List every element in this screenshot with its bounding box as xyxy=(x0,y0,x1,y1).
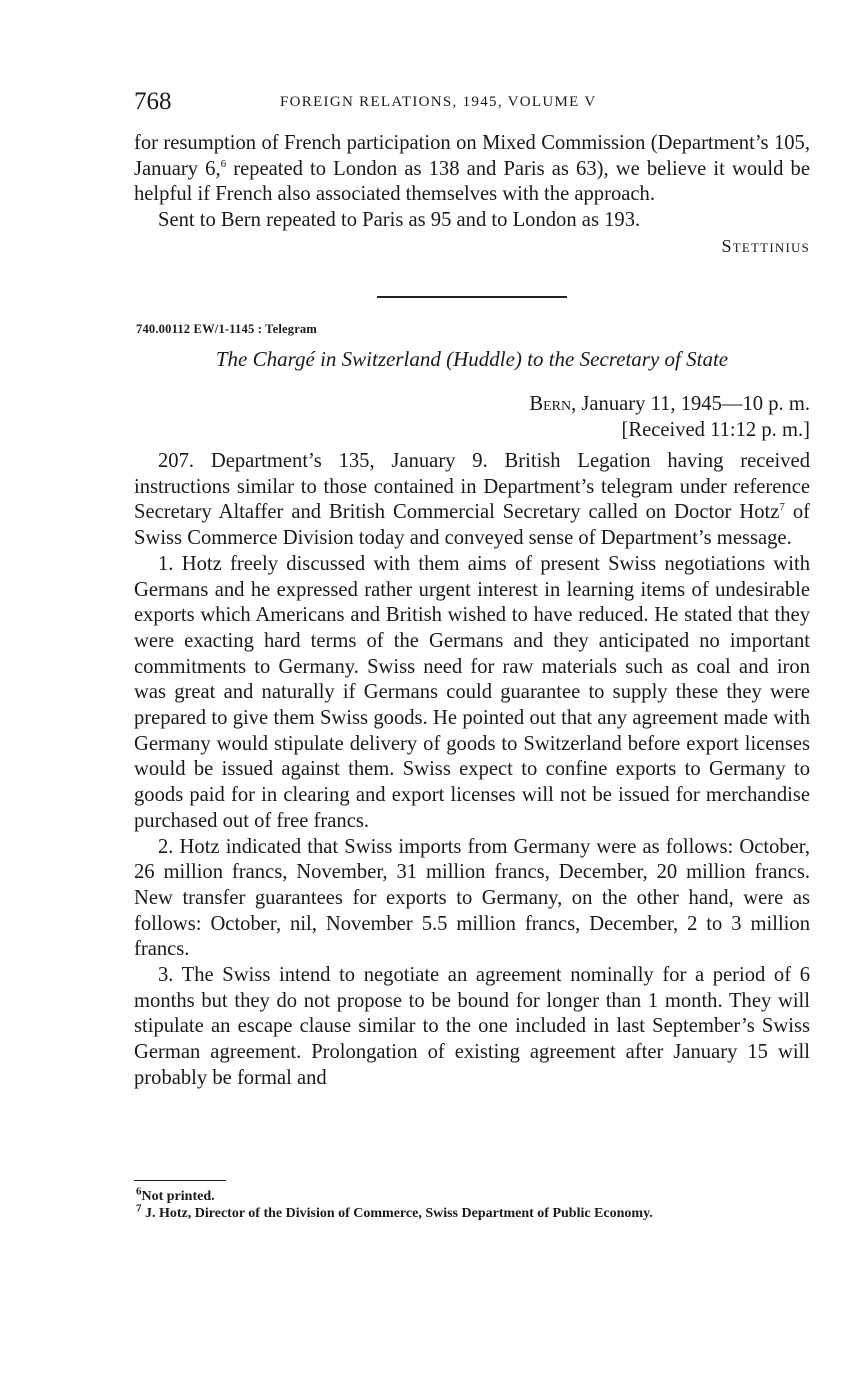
footnote-divider xyxy=(134,1180,226,1181)
running-head: FOREIGN RELATIONS, 1945, VOLUME V xyxy=(280,94,597,110)
footnote-number: 6 xyxy=(136,1185,142,1198)
footnote-marker: 6 xyxy=(220,157,227,170)
sent-line xyxy=(529,392,810,418)
paragraph-3: 3. The Swiss intend to negotiate an agreement nominally for a period of 6 months but they do not propose to be bound for longer than 1 month. They will stipulate an escape clause similar to the one included in last September’s Swiss German agreement. Prolongation of existing agreement after January 15 will probably be formal and xyxy=(134,964,810,1089)
continued-text xyxy=(134,131,810,258)
sent-to-paragraph: Sent to Bern repeated to Paris as 95 and to London as 193. xyxy=(158,209,641,232)
footnote-text: Not printed. xyxy=(141,1189,215,1204)
telegram-body xyxy=(134,449,810,1092)
file-reference: 740.00112 EW/1-1145 : Telegram xyxy=(136,322,317,336)
footnote-marker: 7 xyxy=(779,501,785,514)
footnote-text: J. Hotz, Director of the Division of Commerce, Swiss Department of Public Economy. xyxy=(145,1206,653,1221)
section-divider xyxy=(377,296,567,298)
footnote-6 xyxy=(134,1185,810,1205)
dateline xyxy=(529,392,810,443)
footnote-7 xyxy=(134,1202,810,1222)
paragraph-text: of Swiss Commerce Division today and conveyed sense of Department’s message. xyxy=(134,501,810,550)
paragraph-1: 1. Hotz freely discussed with them aims of present Swiss negotiations with Germans and he expressed rather urgent interest in learning items of undesirable exports which Americans and British wished to have reduced. He stated that they were exacting hard terms of the Germans and they anticipated no important commitments to Germany. Swiss need for raw materials such as coal and iron was great and naturally if Germans could guarantee to supply these they were prepared to give them Swiss goods. He pointed out that any agreement made with Germany would stipulate delivery of goods to Switzerland before export licenses would be issued against them. Swiss expect to confine exports to Germany to goods paid for in clearing and export licenses will not be issued for merchandise purchased out of free francs. xyxy=(134,552,810,832)
page-header xyxy=(134,88,810,118)
paragraph-text: for resumption of French participation on Mixed Commission (Department’s 105, January 6, xyxy=(134,132,810,180)
received-line: [Received 11:12 p. m.] xyxy=(621,418,810,441)
footnote-number: 7 xyxy=(136,1202,142,1215)
paragraph-text: repeated to London as 138 and Paris as 63), we believe it would be helpful if French also associated themselves with the approach. xyxy=(134,157,810,206)
continued-paragraph xyxy=(134,131,810,208)
signature: Stettinius xyxy=(721,235,810,256)
paragraph-2: 2. Hotz indicated that Swiss imports from Germany were as follows: October, 26 million francs, November, 31 million francs, December, 20 million francs. New transfer guarantees for exports to Germany, on the other hand, were as follows: October, nil, November 5.5 million francs, December, 2 to 3 million francs. xyxy=(134,835,810,961)
intro-paragraph xyxy=(134,449,810,552)
paragraph-text: 207. Department’s 135, January 9. British Legation having received instructions similar to those contained in Department’s telegram under reference Secretary Altaffer and British Commercial Secretary called on Doctor Hotz xyxy=(134,450,810,524)
document-title: The Chargé in Switzerland (Huddle) to the Secretary of State xyxy=(215,347,729,371)
footnotes xyxy=(134,1185,810,1222)
date-time: January 11, 1945—10 p. m. xyxy=(576,393,810,415)
place: Bern, xyxy=(529,393,577,415)
page-number: 768 xyxy=(134,88,172,115)
